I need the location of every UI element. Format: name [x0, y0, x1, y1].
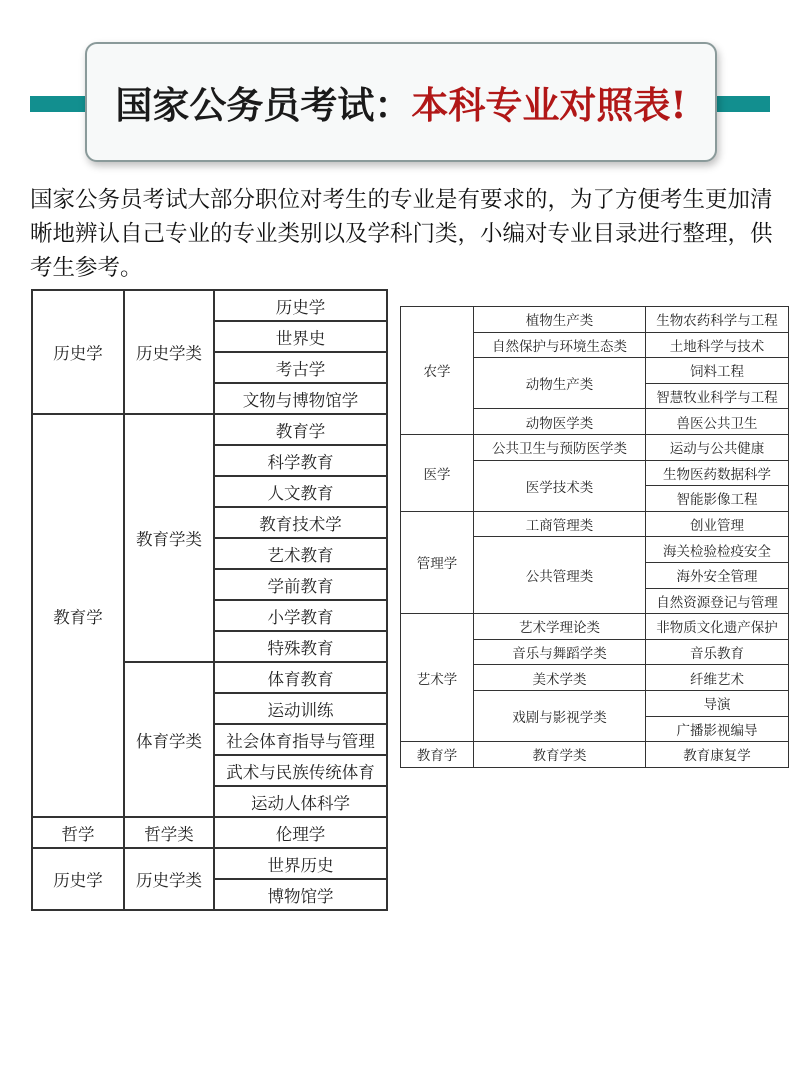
major-cell: 土地科学与技术 [646, 332, 789, 358]
table-row [401, 614, 789, 640]
major-cell: 智能影像工程 [646, 486, 789, 512]
title-prefix: 国家公务员考试： [115, 83, 412, 127]
category-cell: 教育学类 [474, 742, 646, 768]
major-cell: 科学教育 [214, 445, 387, 476]
table-row [401, 434, 789, 460]
major-cell: 艺术教育 [214, 538, 387, 569]
category-cell: 历史学类 [124, 290, 214, 414]
major-cell: 运动训练 [214, 693, 387, 724]
category-cell: 教育学类 [124, 414, 214, 662]
major-cell: 人文教育 [214, 476, 387, 507]
category-cell: 植物生产类 [474, 307, 646, 333]
major-cell: 自然资源登记与管理 [646, 588, 789, 614]
category-cell: 动物生产类 [474, 358, 646, 409]
table-row [32, 414, 387, 445]
table-row [401, 307, 789, 333]
major-cell: 教育技术学 [214, 507, 387, 538]
title-banner [85, 42, 717, 162]
discipline-cell: 艺术学 [401, 614, 474, 742]
category-cell: 自然保护与环境生态类 [474, 332, 646, 358]
major-cell: 历史学 [214, 290, 387, 321]
title-highlight: 本科专业对照表! [411, 83, 687, 127]
category-cell: 医学技术类 [474, 460, 646, 511]
category-cell: 体育学类 [124, 662, 214, 817]
category-cell: 哲学类 [124, 817, 214, 848]
category-cell: 工商管理类 [474, 511, 646, 537]
major-cell: 世界史 [214, 321, 387, 352]
major-cell: 生物医药数据科学 [646, 460, 789, 486]
discipline-cell: 哲学 [32, 817, 124, 848]
intro-paragraph: 国家公务员考试大部分职位对考生的专业是有要求的，为了方便考生更加清晰地辨认自己专业的专业类别以及学科门类，小编对专业目录进行整理，供考生参考。 [30, 187, 773, 281]
discipline-cell: 医学 [401, 434, 474, 511]
major-cell: 文物与博物馆学 [214, 383, 387, 414]
major-cell: 小学教育 [214, 600, 387, 631]
table-row [401, 742, 789, 768]
discipline-cell: 历史学 [32, 290, 124, 414]
major-cell: 特殊教育 [214, 631, 387, 662]
major-cell: 兽医公共卫生 [646, 409, 789, 435]
major-cell: 纤维艺术 [646, 665, 789, 691]
category-cell: 艺术学理论类 [474, 614, 646, 640]
discipline-cell: 管理学 [401, 511, 474, 613]
category-cell: 历史学类 [124, 848, 214, 910]
major-cell: 广播影视编导 [646, 716, 789, 742]
major-cell: 音乐教育 [646, 639, 789, 665]
major-cell: 教育康复学 [646, 742, 789, 768]
major-cell: 体育教育 [214, 662, 387, 693]
category-cell: 音乐与舞蹈学类 [474, 639, 646, 665]
major-cell: 世界历史 [214, 848, 387, 879]
major-cell: 生物农药科学与工程 [646, 307, 789, 333]
major-cell: 博物馆学 [214, 879, 387, 910]
table-row [32, 817, 387, 848]
major-cell: 考古学 [214, 352, 387, 383]
discipline-cell: 历史学 [32, 848, 124, 910]
discipline-cell: 农学 [401, 307, 474, 435]
major-cell: 非物质文化遗产保护 [646, 614, 789, 640]
category-cell: 公共管理类 [474, 537, 646, 614]
major-cell: 智慧牧业科学与工程 [646, 383, 789, 409]
major-cell: 伦理学 [214, 817, 387, 848]
major-cell: 武术与民族传统体育 [214, 755, 387, 786]
category-cell: 动物医学类 [474, 409, 646, 435]
major-table-right [400, 306, 789, 768]
major-cell: 运动人体科学 [214, 786, 387, 817]
table-row [32, 848, 387, 879]
major-cell: 教育学 [214, 414, 387, 445]
major-cell: 海外安全管理 [646, 562, 789, 588]
table-row [32, 290, 387, 321]
major-cell: 学前教育 [214, 569, 387, 600]
major-cell: 社会体育指导与管理 [214, 724, 387, 755]
major-cell: 饲料工程 [646, 358, 789, 384]
major-cell: 导演 [646, 690, 789, 716]
category-cell: 戏剧与影视学类 [474, 690, 646, 741]
major-table-left [31, 289, 388, 911]
major-cell: 创业管理 [646, 511, 789, 537]
discipline-cell: 教育学 [32, 414, 124, 817]
table-row [401, 511, 789, 537]
major-cell: 运动与公共健康 [646, 434, 789, 460]
major-cell: 海关检验检疫安全 [646, 537, 789, 563]
discipline-cell: 教育学 [401, 742, 474, 768]
category-cell: 美术学类 [474, 665, 646, 691]
category-cell: 公共卫生与预防医学类 [474, 434, 646, 460]
